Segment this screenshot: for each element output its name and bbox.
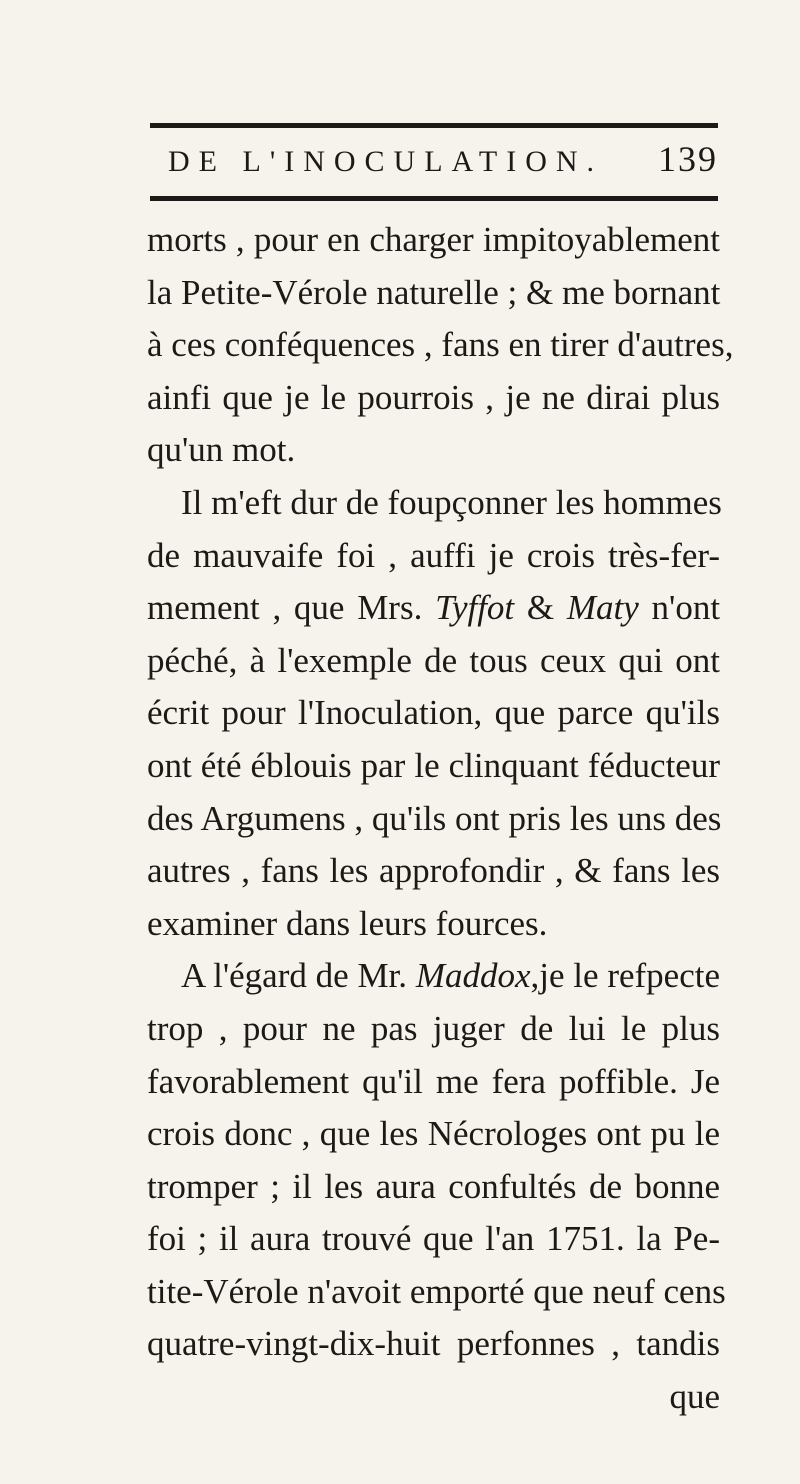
- text-line: examiner dans leurs fources.: [147, 903, 548, 943]
- text-line: ainfi que je le pourrois , je ne dirai plus: [147, 377, 720, 417]
- text-line: morts , pour en charger impitoyablement: [147, 220, 720, 259]
- text-line: de mauvaife foi , auffi je crois très-fer-: [147, 535, 720, 575]
- text-line: foi ; il aura trouvé que l'an 1751. la Pe-: [147, 1219, 720, 1259]
- text-line: la Petite-Vérole naturelle ; & me bornant: [147, 272, 721, 312]
- header-top-rule: [150, 123, 718, 128]
- text-line: [147, 582, 720, 635]
- name-maty: Maty: [566, 588, 639, 628]
- running-title: DE L'INOCULATION.: [168, 145, 604, 178]
- text-run: n'ont: [651, 588, 721, 628]
- text-run: &: [526, 588, 555, 628]
- body-text: [147, 214, 734, 1424]
- catchword: que: [669, 1377, 720, 1417]
- text-line: à ces conféquences , fans en tirer d'autres,: [147, 325, 734, 365]
- text-run: ,je le refpecte: [530, 956, 721, 996]
- text-line: [147, 950, 720, 1003]
- text-line: Il m'eft dur de foupçonner les hommes: [181, 482, 722, 522]
- text-line: favorablement qu'il me fera poffible. Je: [147, 1061, 720, 1101]
- text-line: quatre-vingt-dix-huit perfonnes , tandis: [147, 1324, 720, 1364]
- text-run: A l'égard de Mr.: [181, 956, 408, 996]
- text-run: mement , que Mrs.: [147, 588, 423, 628]
- name-maddox: Maddox: [415, 956, 531, 996]
- text-line: ont été éblouis par le clinquant féducteur: [147, 745, 720, 785]
- text-line: crois donc , que les Nécrologes ont pu le: [147, 1114, 720, 1154]
- header-bottom-rule: [150, 196, 718, 201]
- text-line: péché, à l'exemple de tous ceux qui ont: [147, 640, 720, 680]
- running-head: [168, 138, 718, 188]
- text-line: écrit pour l'Inoculation, que parce qu'ils: [147, 693, 720, 733]
- text-line: trop , pour ne pas juger de lui le plus: [147, 1008, 720, 1048]
- text-line: autres , fans les approfondir , & fans les: [147, 851, 720, 891]
- text-line: tite-Vérole n'avoit emporté que neuf cens: [147, 1271, 726, 1311]
- page-number: 139: [658, 139, 718, 179]
- text-line: qu'un mot.: [147, 430, 296, 470]
- text-line: tromper ; il les aura confultés de bonne: [147, 1166, 720, 1206]
- name-tyffot: Tyffot: [435, 588, 515, 628]
- text-line: des Argumens , qu'ils ont pris les uns des: [147, 798, 722, 838]
